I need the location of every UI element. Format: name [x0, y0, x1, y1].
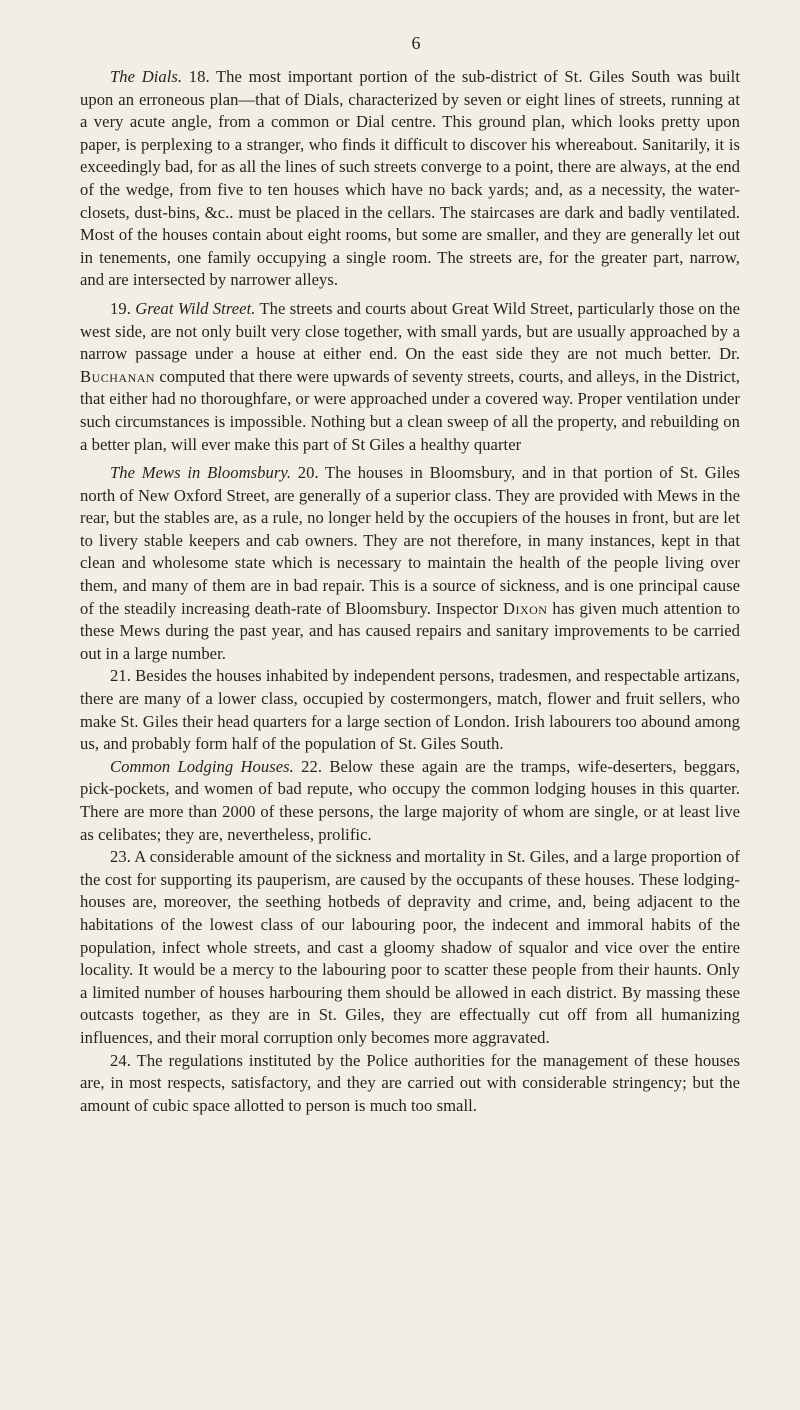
- paragraph-19-great-wild-street: [80, 298, 740, 456]
- paragraph-22-common-lodging-houses: [80, 756, 740, 846]
- paragraph-text-continued: has given much attention to these Mews during the past year, and has caused repairs and sanitary improvements to be carried out in a large number.: [80, 598, 740, 663]
- section-heading-great-wild-street: Great Wild Street.: [135, 298, 256, 318]
- person-name-dixon: Dixon: [502, 598, 548, 618]
- paragraph-text: 22. Below these again are the tramps, wife-deserters, beggars, pick-pockets, and women of bad repute, who occupy the common lodging houses in this quarter. There are more than 2000 of these persons, the large majority of whom are single, or at least live as celibates; they are, nevertheless, prolific.: [80, 756, 740, 844]
- section-heading-mews-in-bloomsbury: The Mews in Bloomsbury.: [110, 463, 292, 483]
- paragraph-21: 21. Besides the houses inhabited by independent persons, tradesmen, and respectable artizans, there are many of a lower class, occupied by costermongers, match, flower and fruit sellers, who make St. Giles their head quarters for a large section of London. Irish labourers too abound among us, and probably form half of the population of St. Giles South.: [80, 666, 740, 754]
- paragraph-number: 19.: [110, 298, 136, 318]
- paragraph-text: 18. The most important portion of the sub-district of St. Giles South was built upon an erroneous plan—that of Dials, characterized by seven or eight lines of streets, running at a very acute angle, from a common or Dial centre. This ground plan, which looks pretty upon paper, is perplexing to a stranger, who finds it difficult to discover his whereabout. Sanitarily, it is exceedingly bad, for as all the lines of such streets converge to a point, there are always, at the end of the wedge, from five to ten houses which have no back yards; and, as a necessity, the water-closets, dust-bins, &c.. must be placed in the cellars. The staircases are dark and badly ventilated. Most of the houses contain about eight rooms, but some are smaller, and they are generally let out in tenements, one family occupying a single room. The streets are, for the greater part, narrow, and are intersected by narrower alleys.: [80, 67, 740, 290]
- section-heading-common-lodging-houses: Common Lodging Houses.: [110, 756, 294, 776]
- paragraph-24: 24. The regulations instituted by the Police authorities for the management of these houses are, in most respects, satisfactory, and they are carried out with considerable stringency; but the amount of cubic space allotted to person is much too small.: [80, 1050, 740, 1115]
- page-number: 6: [411, 33, 421, 53]
- paragraph-20-mews-in-bloomsbury: [80, 462, 740, 665]
- person-name-buchanan: Buchanan: [80, 366, 156, 386]
- paragraph-23: 23. A considerable amount of the sickness and mortality in St. Giles, and a large proportion of the cost for supporting its pauperism, are caused by the occupants of these houses. These lodging-houses are, moreover, the seething hotbeds of depravity and crime, and, being adjacent to the habitations of the lowest class of our labouring poor, the indecent and immoral habits of the population, infect whole streets, and cast a gloomy shadow of squalor and vice over the entire locality. It would be a mercy to the labouring poor to scatter these people from their haunts. Only a limited number of houses harbouring them should be allowed in each district. By massing these outcasts together, as they are in St. Giles, they are effectually cut off from all humanizing influences, and their moral corruption only becomes more aggravated.: [80, 847, 740, 1047]
- paragraph-text: 20. The houses in Bloomsbury, and in that portion of St. Giles north of New Oxford Street, are generally of a superior class. They are provided with Mews in the rear, but the stables are, as a rule, no longer held by the occupiers of the houses in front, but are let to livery stable keepers and cab owners. They are not therefore, in many instances, kept in that clean and wholesome state which is necessary to maintain the health of the people living over them, and many of them are in bad repair. This is a source of sickness, and is one principal cause of the steadily increasing death-rate of Bloomsbury. Inspector: [80, 463, 740, 618]
- paragraph-text-continued: computed that there were upwards of seventy streets, courts, and alleys, in the District, that either had no thoroughfare, or were approached under a covered way. Proper ventilation under such circumstances is impossible. Nothing but a clean sweep of all the property, and rebuilding on a better plan, will ever make this part of St Giles a healthy quarter: [80, 366, 740, 454]
- paragraph-text: The streets and courts about Great Wild Street, particularly those on the west side, are not only built very close together, with small yards, but are usually approached by a narrow passage under a house at either end. On the east side they are not much better. Dr.: [80, 298, 740, 364]
- paragraph-18-the-dials: [80, 66, 740, 292]
- section-heading-the-dials: The Dials.: [110, 67, 183, 86]
